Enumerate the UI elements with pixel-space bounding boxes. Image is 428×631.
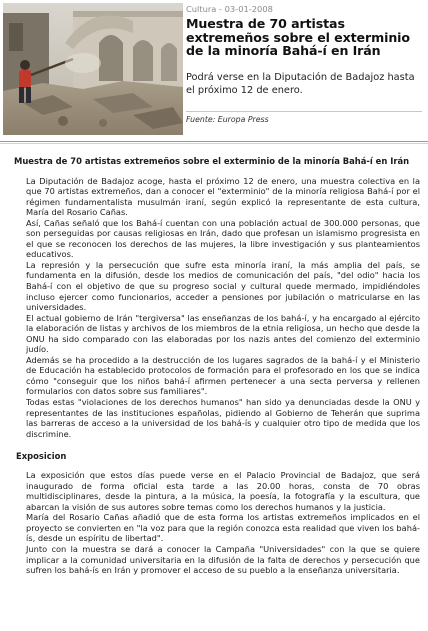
- separator: -: [219, 4, 223, 14]
- lead-text: Podrá verse en la Diputación de Badajoz hasta el próximo 12 de enero.: [186, 71, 415, 96]
- article-title: Muestra de 70 artistas extremeños sobre el exterminio de la minoría Bahá-í en Irán: [14, 156, 410, 166]
- source-divider: [186, 111, 422, 112]
- article-paragraphs: [14, 176, 420, 440]
- paragraph: La represión y la persecución que sufre esta minoría iraní, la más amplia del país, se fundamenta en la difusión, desde los medios de comunicación del país, "del odio" hacia los Bahá-í con el objetivo de que su progreso social y cultural quede mermado, impidiéndoles incluso ejercer como funcionarios, acceder a pensiones por jubilación o matricularse en las universidades.: [26, 259, 420, 313]
- category-date-line: [186, 4, 424, 15]
- news-photo: [3, 3, 183, 135]
- paragraph: Así, Cañas señaló que los Bahá-í cuentan con una población actual de 300.000 personas, que son perseguidas por causas religiosas en Irán, dado que profesan un islamismo progresista en el que se reconocen los derechos de las mujeres, la libre investigación y sus planteamientos educativos.: [26, 217, 420, 260]
- paragraph: La exposición que estos días puede verse en el Palacio Provincial de Badajoz, que será inaugurado de forma oficial esta tarde a las 20.00 horas, consta de 70 obras multidisciplinares, desde la pintura, a la música, la poesía, la fotografía y la escultura, que abarcan la visión de sus autores sobre temas como los derechos humanos y la justicia.: [26, 470, 420, 512]
- section-heading: Exposicion: [16, 451, 67, 462]
- paragraph: La Diputación de Badajoz acoge, hasta el próximo 12 de enero, una muestra colectiva en la que 70 artistas extremeños, dan a conocer el "exterminio" de la minoría religiosa Bahá-í por el régimen fundamentalista musulmán iraní, según explicó la representante de esta cultura, María del Rosario Cañas.: [26, 175, 420, 218]
- section-paragraphs: [14, 470, 420, 575]
- paragraph: Todas estas "violaciones de los derechos humanos" han sido ya denunciadas desde la ONU y representantes de las instituciones españolas, pidiendo al Gobierno de Teherán que suprima las barreras de acceso a la universidad de los bahá-ís y cualquier otro tipo de medida que los discrimine.: [26, 396, 420, 439]
- paragraph: María del Rosario Cañas añadió que de esta forma los artistas extremeños implicados en el proyecto se convierten en "la voz para que la región conozca esta realidad que viven los bahá-ís, desde un espíritu de libertad".: [26, 512, 420, 544]
- article-header: [186, 4, 424, 124]
- category-label[interactable]: Cultura: [186, 4, 217, 14]
- paragraph: Además se ha procedido a la destrucción de los lugares sagrados de la bahá-í y el Ministerio de Educación ha establecido protocolos de formación para el profesorado en los que se indica cómo "conseguir que los niños bahá-í afirmen pertenecer a una secta perversa y rellenen formularios con datos sobre sus familiares".: [26, 354, 420, 397]
- demolition-photo-image: [3, 3, 183, 135]
- headline[interactable]: Muestra de 70 artistas extremeños sobre el exterminio de la minoría Bahá-í en Irán: [186, 16, 410, 59]
- source-credit: Fuente: Europa Press: [186, 115, 269, 124]
- paragraph: El actual gobierno de Irán "tergiversa" las enseñanzas de los bahá-í, y ha encargado al ejército la elaboración de listas y archivos de los miembros de la etnia religiosa, un hecho que desde la ONU ha sido comparado con las elaboradas por los nazis antes del comienzo del exterminio judío.: [26, 312, 420, 355]
- date-label: 03-01-2008: [224, 4, 273, 14]
- paragraph: Junto con la muestra se dará a conocer la Campaña "Universidades" con la que se quiere implicar a la comunidad universitaria en la difusión de la falta de derechos y persecución que sufren los bahá-ís en Irán y promover el acceso de su pueblo a la enseñanza universitaria.: [26, 544, 420, 576]
- section-divider-light: [0, 143, 428, 144]
- article-body: [14, 156, 420, 576]
- section-divider: [0, 141, 428, 142]
